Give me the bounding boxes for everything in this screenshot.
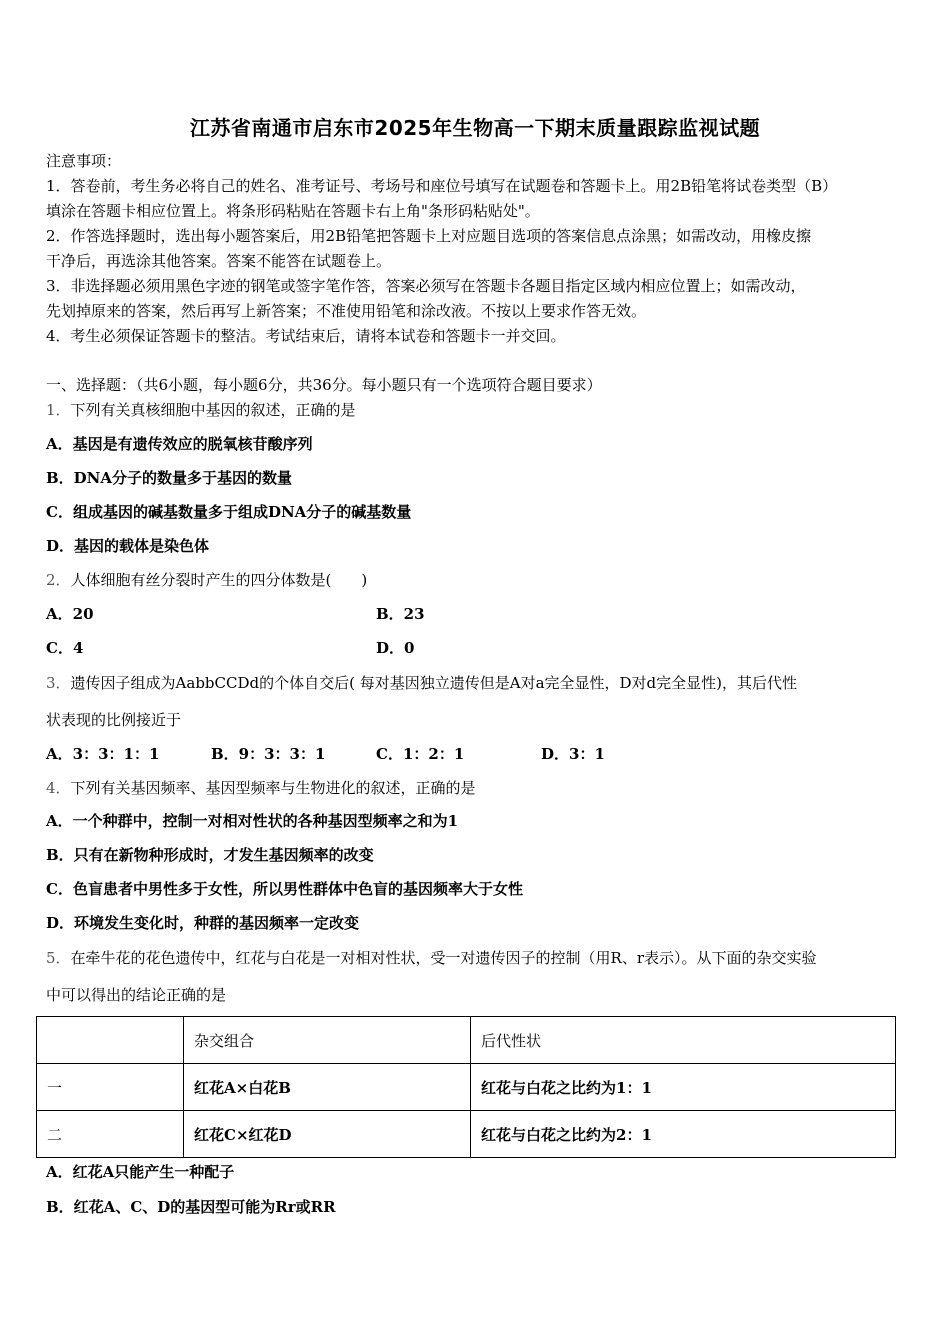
q4-option-c: C．色盲患者中男性多于女性，所以男性群体中色盲的基因频率大于女性 (46, 880, 523, 898)
notice-line: 1．答卷前，考生务必将自己的姓名、准考证号、考场号和座位号填写在试题卷和答题卡上。用2B铅笔将试卷类型（B） (46, 177, 838, 195)
question-text: 人体细胞有丝分裂时产生的四分体数是( ) (70, 571, 368, 589)
table-cell: 红花与白花之比约为2：1 (471, 1111, 896, 1158)
question-number: 3． (46, 674, 71, 692)
q3-option-d: D．3：1 (541, 745, 605, 763)
table-header-cell: 杂交组合 (184, 1017, 471, 1064)
q1-option-b: B．DNA分子的数量多于基因的数量 (46, 469, 293, 487)
notice-line: 干净后，再选涂其他答案。答案不能答在试题卷上。 (46, 252, 392, 270)
q2-option-a: A．20 (46, 605, 94, 623)
q4-option-a: A．一个种群中，控制一对相对性状的各种基因型频率之和为1 (46, 812, 459, 830)
question-number: 5． (46, 949, 71, 967)
table-cell: 二 (37, 1111, 184, 1158)
table-header-row (37, 1017, 896, 1064)
question-5-stem-cont: 中可以得出的结论正确的是 (46, 986, 227, 1004)
exam-title: 江苏省南通市启东市2025年生物高一下期末质量跟踪监视试题 (189, 116, 761, 140)
q1-option-d: D．基因的载体是染色体 (46, 537, 210, 555)
table-header-cell: 后代性状 (471, 1017, 896, 1064)
q5-option-b: B．红花A、C、D的基因型可能为Rr或RR (46, 1198, 336, 1216)
q2-option-b: B．23 (376, 605, 425, 623)
q2-option-c: C．4 (46, 639, 84, 657)
q1-option-c: C．组成基因的碱基数量多于组成DNA分子的碱基数量 (46, 503, 412, 521)
question-number: 1． (46, 401, 71, 419)
table-cell: 红花C×红花D (184, 1111, 471, 1158)
notice-line: 4．考生必须保证答题卡的整洁。考试结束后，请将本试卷和答题卡一并交回。 (46, 327, 566, 345)
question-2-stem (46, 571, 367, 589)
question-number: 4． (46, 779, 71, 797)
notice-heading: 注意事项： (46, 152, 122, 170)
q3-option-a: A．3：3：1：1 (46, 745, 160, 763)
question-3-stem (46, 674, 797, 692)
q3-option-b: B．9：3：3：1 (211, 745, 326, 763)
q1-option-a: A．基因是有遗传效应的脱氧核苷酸序列 (46, 435, 313, 453)
q4-option-d: D．环境发生变化时，种群的基因频率一定改变 (46, 914, 360, 932)
notice-line: 2．作答选择题时，选出每小题答案后，用2B铅笔把答题卡上对应题目选项的答案信息点涂黑；如需改动，用橡皮擦 (46, 227, 812, 245)
table-cell: 一 (37, 1064, 184, 1111)
question-4-stem (46, 779, 476, 797)
q3-option-c: C．1：2：1 (376, 745, 465, 763)
question-text: 下列有关真核细胞中基因的叙述，正确的是 (70, 401, 356, 419)
q2-option-d: D．0 (376, 639, 415, 657)
notice-line: 3．非选择题必须用黑色字迹的钢笔或签字笔作答，答案必须写在答题卡各题目指定区域内相应位置上；如需改动， (46, 277, 806, 295)
notice-line: 填涂在答题卡相应位置上。将条形码粘贴在答题卡右上角"条形码粘贴处"。 (46, 202, 540, 220)
table-cell: 红花A×白花B (184, 1064, 471, 1111)
cross-table (36, 1016, 896, 1158)
question-text: 下列有关基因频率、基因型频率与生物进化的叙述，正确的是 (70, 779, 476, 797)
question-5-stem (46, 949, 817, 967)
table-header-cell (37, 1017, 184, 1064)
section-heading: 一、选择题：（共6小题，每小题6分，共36分。每小题只有一个选项符合题目要求） (46, 376, 602, 394)
q4-option-b: B．只有在新物种形成时，才发生基因频率的改变 (46, 846, 374, 864)
question-1-stem (46, 401, 356, 419)
notice-line: 先划掉原来的答案，然后再写上新答案；不准使用铅笔和涂改液。不按以上要求作答无效。 (46, 302, 647, 320)
question-number: 2． (46, 571, 71, 589)
question-text: 遗传因子组成为AabbCCDd的个体自交后( 每对基因独立遗传但是A对a完全显性，D对d完全显性)，其后代性 (70, 674, 797, 692)
question-3-stem-cont: 状表现的比例接近于 (46, 711, 182, 729)
q5-option-a: A．红花A只能产生一种配子 (46, 1163, 235, 1181)
table-row (37, 1111, 896, 1158)
table-cell: 红花与白花之比约为1：1 (471, 1064, 896, 1111)
question-text: 在牵牛花的花色遗传中，红花与白花是一对相对性状，受一对遗传因子的控制（用R、r表示）。从下面的杂交实验 (70, 949, 817, 967)
table-row (37, 1064, 896, 1111)
